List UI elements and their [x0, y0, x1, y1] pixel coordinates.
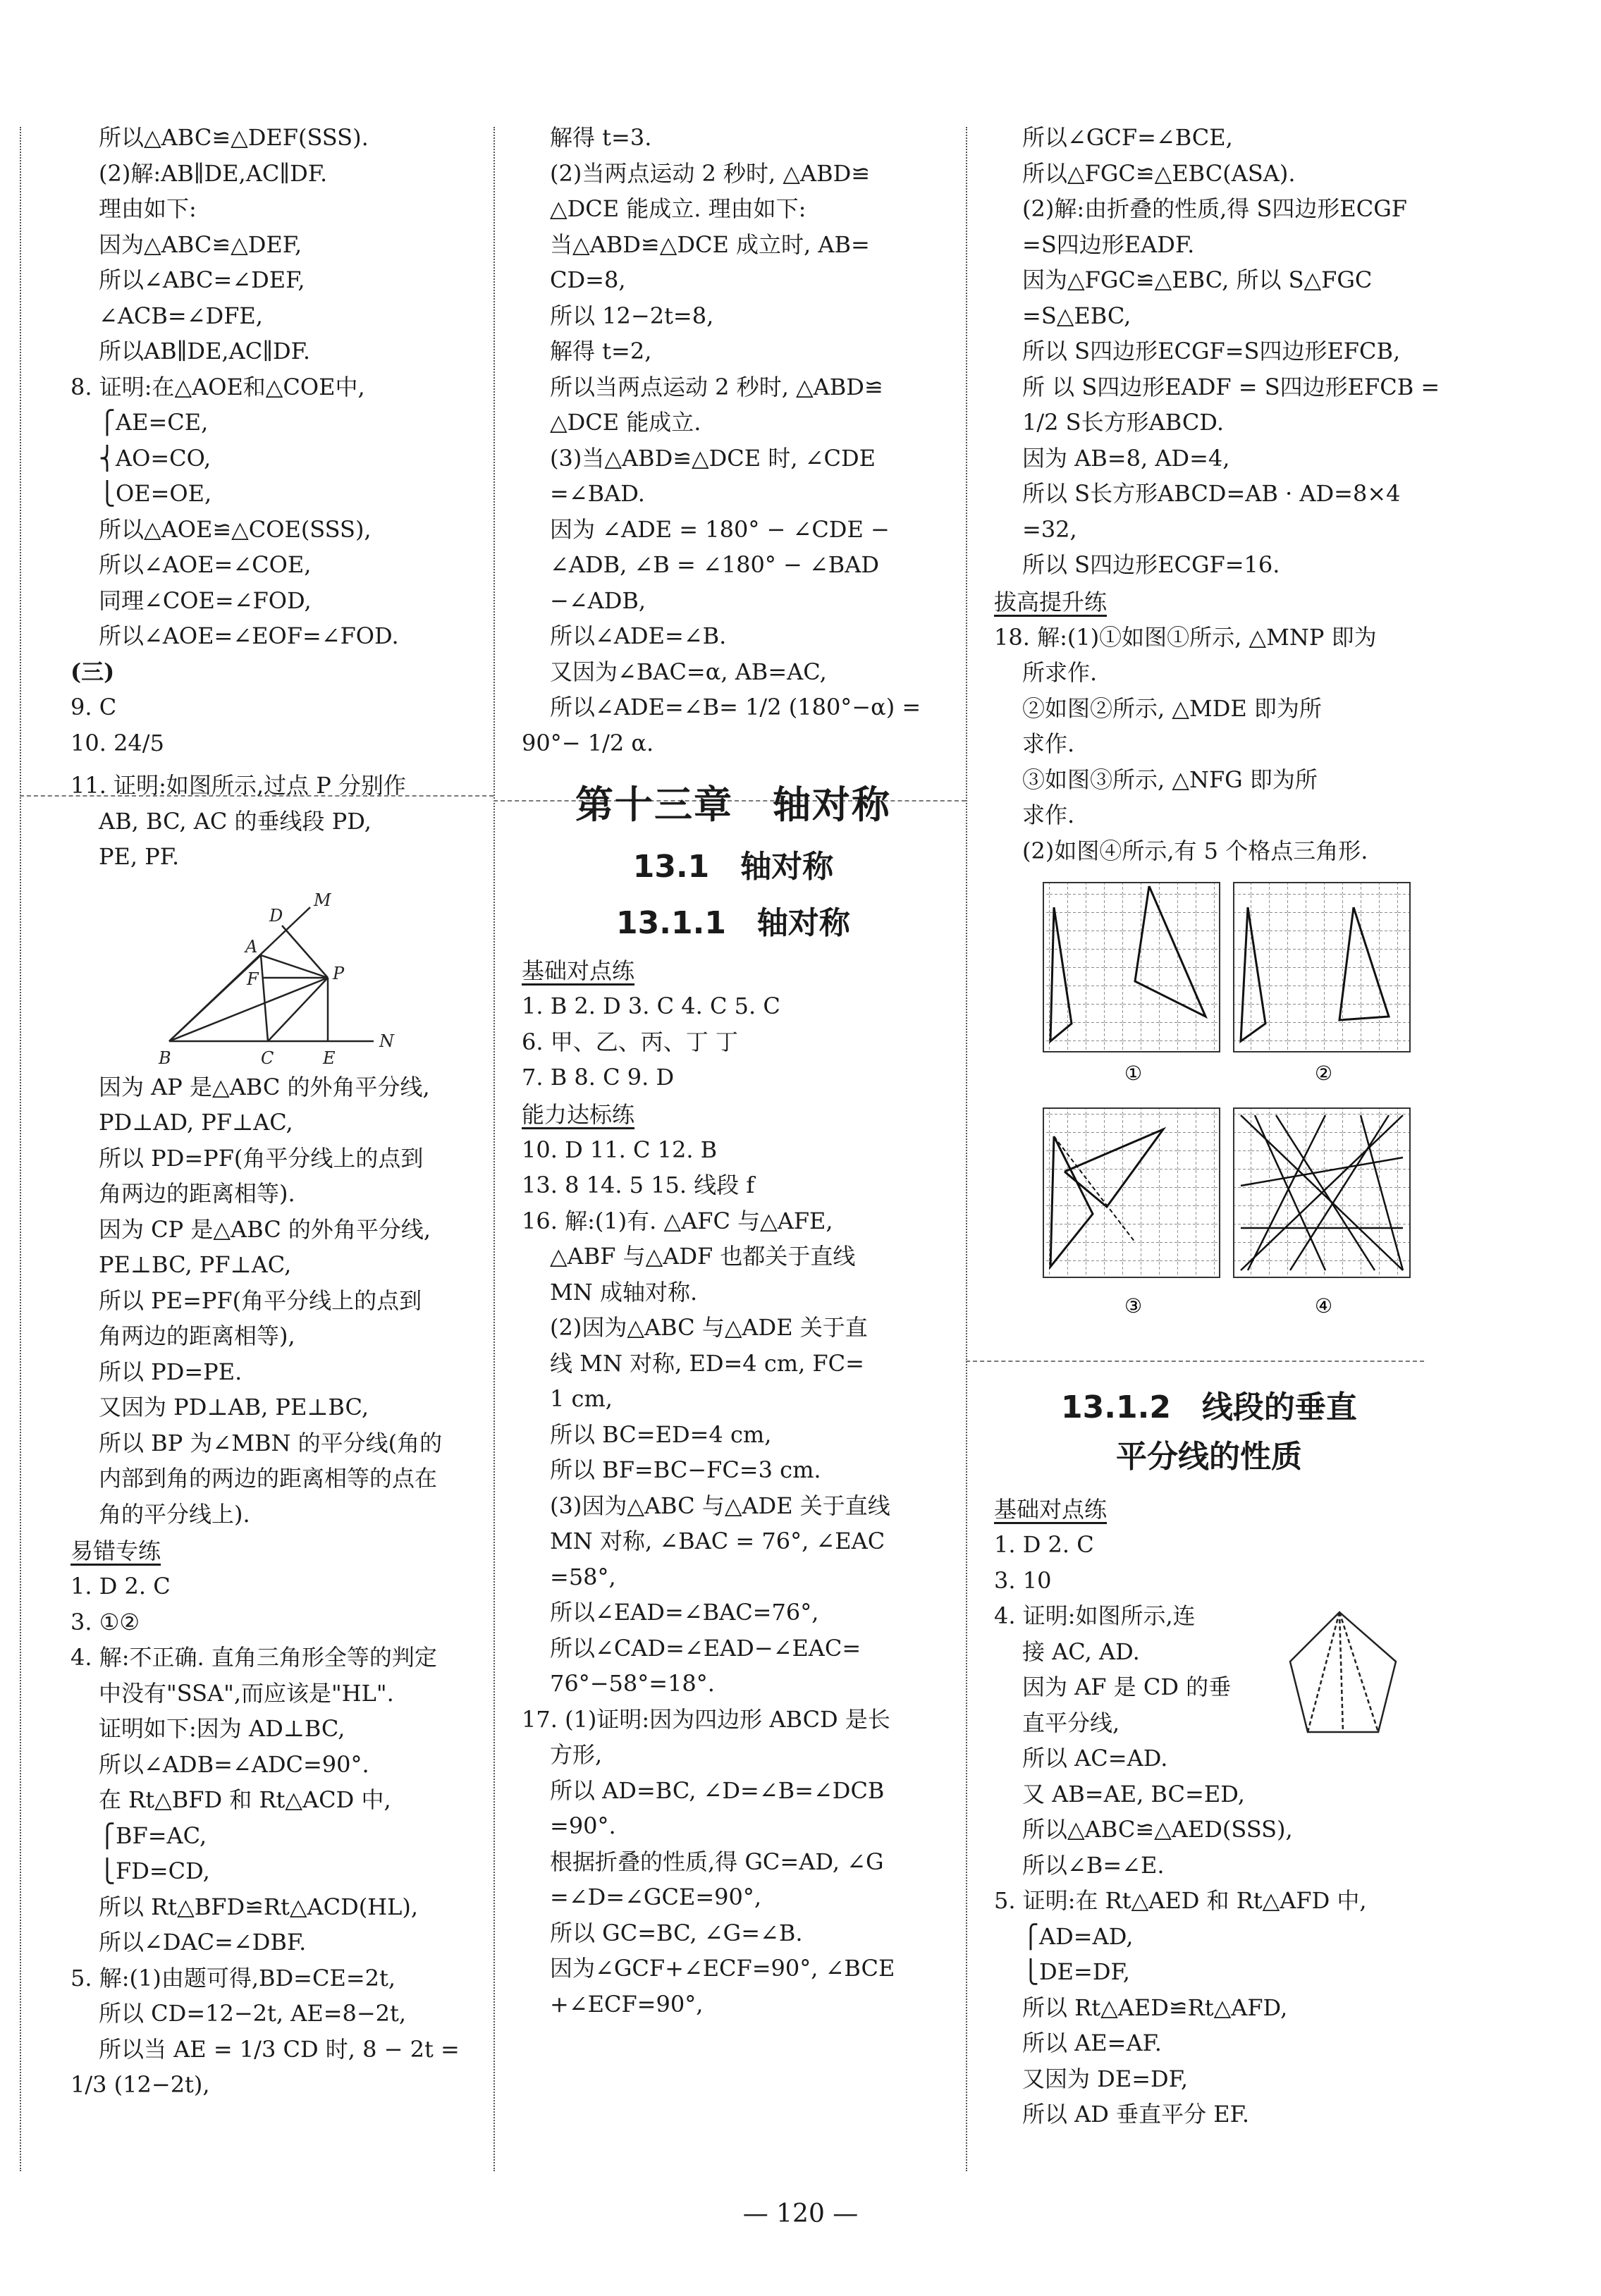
text-line: =∠D=∠GCE=90°,: [550, 1884, 762, 1910]
text-line: −∠ADB,: [550, 587, 646, 614]
text-line: △DCE 能成立.: [550, 409, 701, 436]
text-line: ∠ACB=∠DFE,: [99, 302, 263, 329]
text-line: 8. 证明:在△AOE和△COE中,: [70, 373, 365, 400]
text-line: 所以△ABC≌△AED(SSS),: [1022, 1816, 1293, 1843]
text-line: 所以当 AE = 1/3 CD 时, 8 − 2t =: [99, 2035, 460, 2063]
column-2: [522, 120, 945, 2022]
text-line: ⎩DE=DF,: [1022, 1958, 1130, 1985]
text-line: 6. 甲、乙、丙、丁 丁: [522, 1028, 738, 1055]
text-line: 1. B 2. D 3. C 4. C 5. C: [522, 993, 780, 1019]
text-line: 所以 PE=PF(角平分线上的点到: [99, 1287, 422, 1314]
text-line: 因为 ∠ADE = 180° − ∠CDE −: [550, 515, 890, 543]
text-line: +∠ECF=90°,: [550, 1990, 704, 2018]
text-line: 5. 证明:在 Rt△AED 和 Rt△AFD 中,: [994, 1887, 1367, 1914]
left-margin-rule: [20, 127, 21, 2171]
text-line: ⎩OE=OE,: [99, 480, 212, 507]
text-line: (2)解:由折叠的性质,得 S四边形ECGF: [1022, 195, 1407, 222]
text-line: ⎨AO=CO,: [99, 444, 211, 472]
text-line: (三): [70, 658, 115, 685]
text-line: 所以 12−2t=8,: [550, 302, 714, 329]
text-line: 10. 24/5: [70, 729, 164, 756]
text-line: (3)当△ABD≌△DCE 时, ∠CDE: [550, 444, 876, 472]
text-line: 当△ABD≌△DCE 成立时, AB=: [550, 231, 870, 258]
text-line: 所以∠AOE=∠EOF=∠FOD.: [99, 622, 399, 649]
column-1: [42, 120, 465, 2103]
text-line: 因为△FGC≌△EBC, 所以 S△FGC: [1022, 266, 1373, 293]
text-line: 1. D 2. C: [70, 1573, 171, 1600]
text-line: 10. D 11. C 12. B: [522, 1136, 718, 1163]
text-line: 所以 GC=BC, ∠G=∠B.: [550, 1919, 803, 1946]
text-line: 根据折叠的性质,得 GC=AD, ∠G: [550, 1848, 884, 1875]
text-line: 方形,: [550, 1741, 603, 1768]
text-line: 所以∠ADE=∠B.: [550, 622, 727, 649]
text-line: PE⊥BC, PF⊥AC,: [99, 1251, 292, 1278]
text-line: 所以 S四边形ECGF=16.: [1022, 551, 1280, 578]
text-line: 4. 解:不正确. 直角三角形全等的判定: [70, 1644, 437, 1671]
text-line: 所以 PD=PF(角平分线上的点到: [99, 1144, 424, 1172]
text-line: ∠ADB, ∠B = ∠180° − ∠BAD: [550, 551, 880, 578]
text-line: 所以 AE=AF.: [1022, 2030, 1162, 2056]
label-B: B: [159, 1048, 171, 1068]
label-M: M: [314, 890, 331, 910]
caption-2: ②: [1315, 1062, 1333, 1085]
text-line: 又因为∠BAC=α, AB=AC,: [550, 658, 827, 685]
text-line: 13. 8 14. 5 15. 线段 f: [522, 1172, 755, 1198]
text-line: =58°,: [550, 1563, 616, 1590]
label-E: E: [323, 1048, 336, 1068]
text-line: 所以 Rt△AED≌Rt△AFD,: [1022, 1994, 1288, 2021]
text-line: 所以∠CAD=∠EAD−∠EAC=: [550, 1634, 861, 1662]
column-divider-2: [966, 127, 967, 2171]
chapter-title: 第十三章 轴对称: [575, 782, 891, 827]
text-line: 因为 CP 是△ABC 的外角平分线,: [99, 1215, 431, 1243]
text-line: =32,: [1022, 515, 1077, 543]
text-line: 1/2 S长方形ABCD.: [1022, 409, 1224, 436]
page-number: — 120 —: [742, 2199, 859, 2228]
caption-3: ③: [1124, 1294, 1143, 1318]
text-line: 11. 证明:如图所示,过点 P 分别作: [70, 772, 406, 799]
label-A: A: [245, 936, 258, 957]
text-line: 90°− 1/2 α.: [522, 729, 654, 756]
text-line: 内部到角的两边的距离相等的点在: [99, 1465, 438, 1492]
label-C: C: [261, 1048, 274, 1068]
text-line: CD=8,: [550, 266, 626, 293]
text-line: 所以∠ADB=∠ADC=90°.: [99, 1750, 369, 1778]
text-line: ③如图③所示, △NFG 即为所: [1022, 766, 1318, 793]
text-line: 所以当两点运动 2 秒时, △ABD≌: [550, 373, 883, 400]
text-line: (2)解:AB∥DE,AC∥DF.: [99, 159, 328, 187]
section-heading: 基础对点练: [522, 957, 635, 984]
text-line: 同理∠COE=∠FOD,: [99, 587, 312, 614]
text-line: ⎩FD=CD,: [99, 1858, 210, 1884]
text-line: 因为△ABC≌△DEF,: [99, 231, 302, 258]
text-line: 3. ①②: [70, 1608, 140, 1635]
text-line: =∠BAD.: [550, 480, 645, 507]
text-line: 所以 BF=BC−FC=3 cm.: [550, 1456, 821, 1483]
text-line: AB, BC, AC 的垂线段 PD,: [99, 807, 372, 835]
text-line: 角两边的距离相等).: [99, 1180, 295, 1207]
text-line: 在 Rt△BFD 和 Rt△ACD 中,: [99, 1786, 391, 1813]
column-divider-1: [493, 127, 495, 2171]
text-line: (2)当两点运动 2 秒时, △ABD≌: [550, 159, 871, 187]
text-line: 5. 解:(1)由题可得,BD=CE=2t,: [70, 1964, 396, 1991]
label-F: F: [247, 969, 259, 989]
text-line: 又 AB=AE, BC=ED,: [1022, 1780, 1245, 1807]
text-line: (2)因为△ABC 与△ADE 关于直: [550, 1314, 868, 1341]
text-line: 因为 AF 是 CD 的垂: [1022, 1674, 1232, 1700]
text-line: 所以△ABC≌△DEF(SSS).: [99, 124, 369, 151]
text-line: 17. (1)证明:因为四边形 ABCD 是长: [522, 1705, 890, 1733]
subsection-title-cont: 平分线的性质: [1116, 1439, 1302, 1475]
text-line: 所以 AC=AD.: [1022, 1745, 1168, 1772]
text-line: 所以 S四边形ECGF=S四边形EFCB,: [1022, 338, 1401, 364]
text-line: 9. C: [70, 694, 117, 720]
section-heading: 能力达标练: [522, 1100, 635, 1128]
text-line: 证明如下:因为 AD⊥BC,: [99, 1715, 345, 1742]
text-line: (2)如图④所示,有 5 个格点三角形.: [1022, 837, 1368, 864]
text-line: 4. 证明:如图所示,连: [994, 1602, 1196, 1629]
text-line: 因为 AB=8, AD=4,: [1022, 444, 1230, 472]
text-line: 所以 Rt△BFD≌Rt△ACD(HL),: [99, 1893, 419, 1920]
text-line: =90°.: [550, 1812, 616, 1839]
text-line: ⎧AD=AD,: [1022, 1922, 1134, 1950]
triangle-bisector-figure: [42, 879, 465, 1069]
text-line: 所以∠EAD=∠BAC=76°,: [550, 1599, 819, 1626]
text-line: =S△EBC,: [1022, 302, 1131, 329]
text-line: 所以∠AOE=∠COE,: [99, 551, 312, 578]
text-line: 1. D 2. C: [994, 1531, 1094, 1558]
text-line: 所以AB∥DE,AC∥DF.: [99, 338, 311, 364]
text-line: 所以∠ABC=∠DEF,: [99, 266, 305, 293]
text-line: 3. 10: [994, 1566, 1052, 1594]
grid-figures: [994, 876, 1424, 1355]
text-line: 所以 S长方形ABCD=AB · AD=8×4: [1022, 480, 1401, 507]
text-line: 线 MN 对称, ED=4 cm, FC=: [550, 1349, 864, 1377]
text-line: 所以∠DAC=∠DBF.: [99, 1929, 307, 1956]
text-line: 所 以 S四边形EADF = S四边形EFCB =: [1022, 373, 1440, 400]
text-line: 求作.: [1022, 802, 1075, 828]
text-line: 解得 t=3.: [550, 124, 652, 151]
subsection-title: 13.1.2 线段的垂直: [1061, 1389, 1357, 1425]
text-line: 角两边的距离相等),: [99, 1322, 295, 1349]
text-line: 所以∠B=∠E.: [1022, 1851, 1165, 1879]
text-line: ⎧AE=CE,: [99, 409, 209, 436]
text-line: =S四边形EADF.: [1022, 231, 1195, 258]
text-line: 因为∠GCF+∠ECF=90°, ∠BCE: [550, 1955, 895, 1982]
text-line: ②如图②所示, △MDE 即为所: [1022, 694, 1322, 722]
text-line: 1 cm,: [550, 1385, 613, 1412]
subsection-title: 13.1.1 轴对称: [616, 905, 850, 941]
text-line: PD⊥AD, PF⊥AC,: [99, 1109, 293, 1136]
text-line: 直平分线,: [1022, 1709, 1120, 1736]
text-line: 理由如下:: [99, 195, 197, 222]
label-D: D: [269, 905, 283, 926]
text-line: 所以 AD=BC, ∠D=∠B=∠DCB: [550, 1776, 885, 1804]
caption-4: ④: [1315, 1294, 1333, 1318]
text-line: 所以△FGC≌△EBC(ASA).: [1022, 159, 1296, 187]
text-line: MN 对称, ∠BAC = 76°, ∠EAC: [550, 1528, 885, 1554]
text-line: 所以 BP 为∠MBN 的平分线(角的: [99, 1429, 443, 1456]
label-N: N: [379, 1031, 394, 1051]
text-line: 所以 PD=PE.: [99, 1358, 243, 1385]
text-line: 解得 t=2,: [550, 338, 652, 364]
text-line: ⎧BF=AC,: [99, 1822, 207, 1849]
section-title: 13.1 轴对称: [632, 849, 834, 885]
caption-1: ①: [1124, 1062, 1143, 1085]
column-3: [994, 120, 1440, 2132]
text-line: 所求作.: [1022, 659, 1098, 686]
text-line: 18. 解:(1)①如图①所示, △MNP 即为: [994, 623, 1377, 651]
section-heading: 拔高提升练: [994, 588, 1108, 615]
text-line: 又因为 PD⊥AB, PE⊥BC,: [99, 1394, 369, 1420]
text-line: △DCE 能成立. 理由如下:: [550, 195, 806, 222]
text-line: 所以 CD=12−2t, AE=8−2t,: [99, 2000, 407, 2027]
text-line: 所以∠ADE=∠B= 1/2 (180°−α) =: [550, 694, 921, 720]
text-line: 所以 AD 垂直平分 EF.: [1022, 2101, 1250, 2128]
text-line: 又因为 DE=DF,: [1022, 2065, 1189, 2092]
section-heading: 基础对点练: [994, 1496, 1108, 1523]
text-line: 所以△AOE≌△COE(SSS),: [99, 515, 372, 543]
text-line: 1/3 (12−2t),: [70, 2071, 210, 2098]
text-line: 因为 AP 是△ABC 的外角平分线,: [99, 1073, 430, 1100]
text-line: MN 成轴对称.: [550, 1278, 698, 1306]
text-line: 所以∠GCF=∠BCE,: [1022, 124, 1233, 151]
section-heading: 易错专练: [70, 1537, 161, 1564]
text-line: 中没有"SSA",而应该是"HL".: [99, 1679, 394, 1707]
text-line: PE, PF.: [99, 843, 180, 870]
pentagon-figure: [1262, 1598, 1424, 1760]
text-line: 76°−58°=18°.: [550, 1670, 715, 1697]
label-P: P: [333, 963, 345, 983]
text-line: 角的平分线上).: [99, 1500, 250, 1528]
text-line: 接 AC, AD.: [1022, 1638, 1140, 1665]
text-line: (3)因为△ABC 与△ADE 关于直线: [550, 1492, 890, 1519]
text-line: 所以 BC=ED=4 cm,: [550, 1420, 772, 1448]
text-line: 7. B 8. C 9. D: [522, 1064, 675, 1091]
text-line: 16. 解:(1)有. △AFC 与△AFE,: [522, 1207, 833, 1234]
text-line: 求作.: [1022, 730, 1075, 757]
text-line: △ABF 与△ADF 也都关于直线: [550, 1243, 856, 1270]
